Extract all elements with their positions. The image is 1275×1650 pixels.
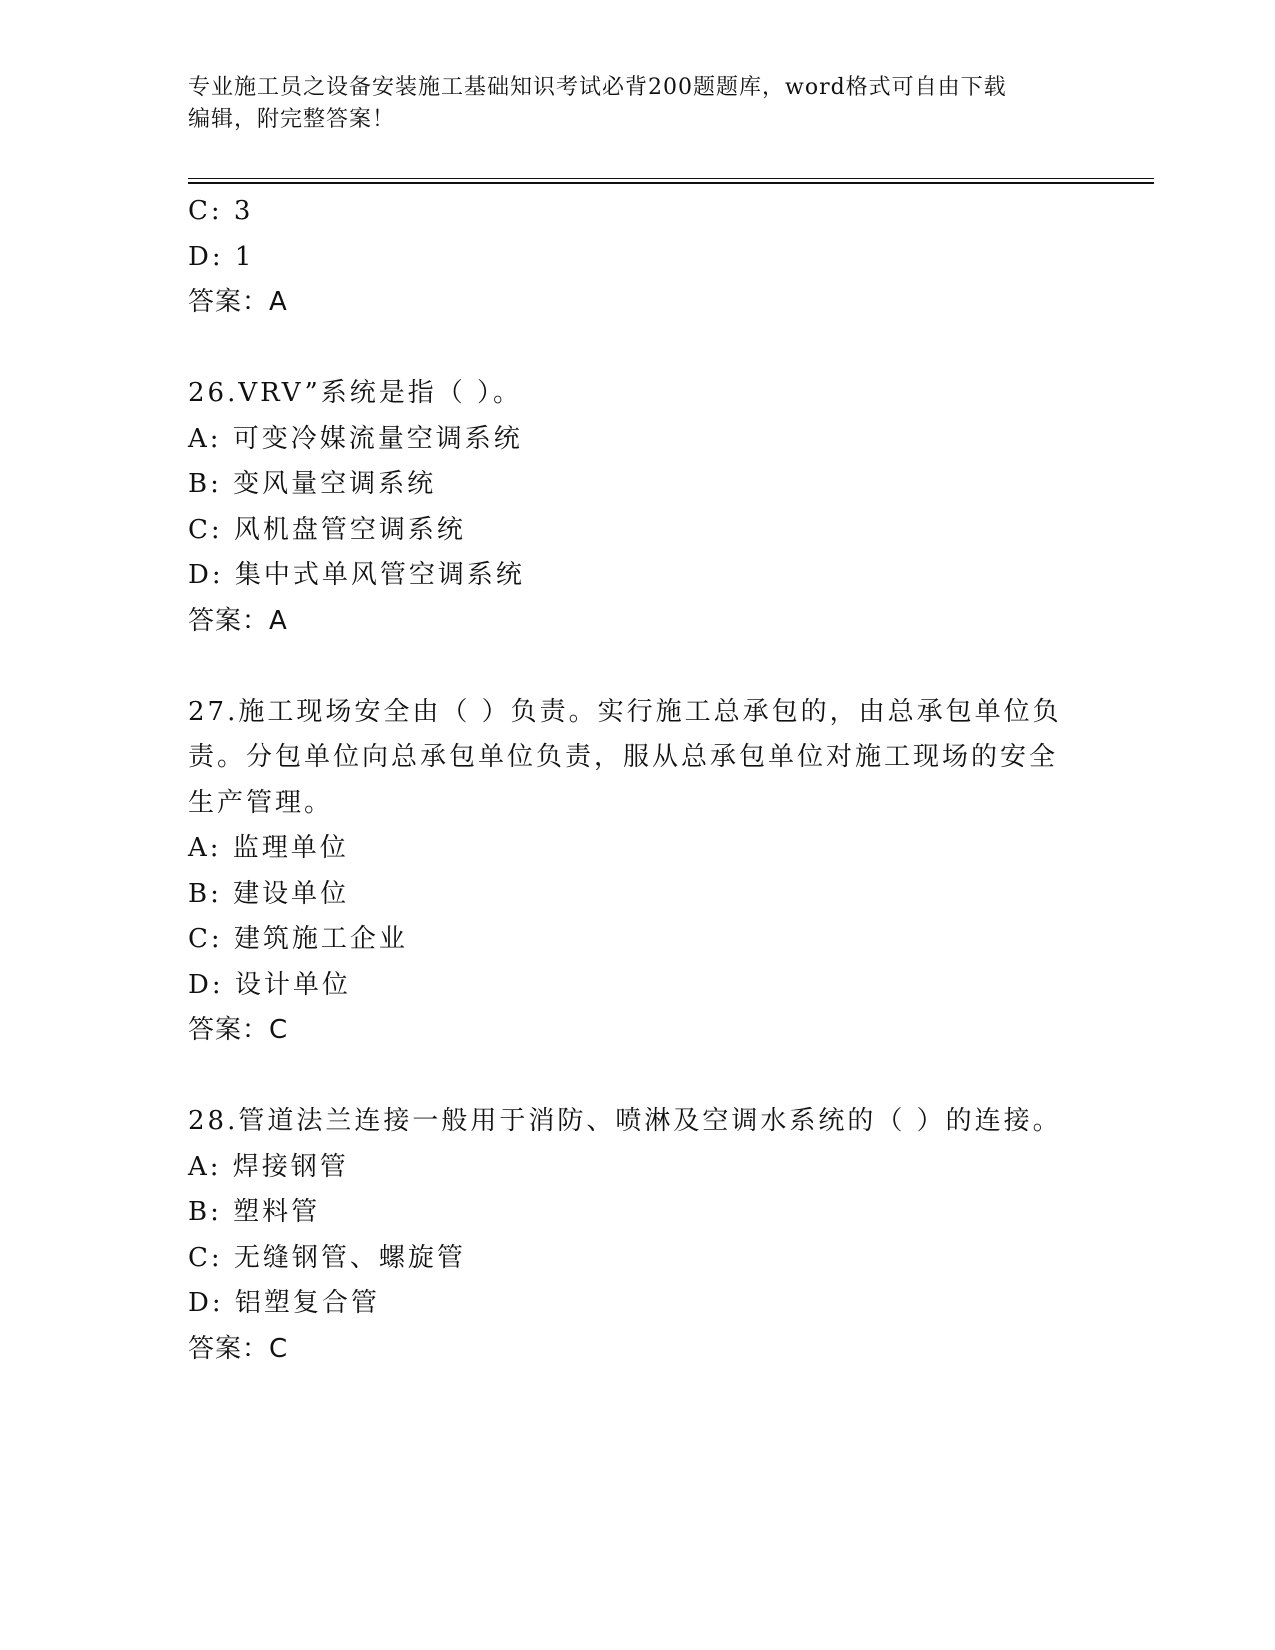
- question-text-line-1: 27.施工现场安全由（ ）负责。实行施工总承包的，由总承包单位负: [188, 696, 1062, 727]
- option-b: B: 变风量空调系统: [188, 469, 437, 499]
- option-d: D: 设计单位: [188, 969, 351, 1000]
- option-b: B: 建设单位: [188, 878, 350, 909]
- option-b: B: 塑料管: [188, 1197, 321, 1227]
- option-a: A: 可变冷媒流量空调系统: [188, 423, 523, 454]
- question-list: [188, 189, 1068, 1372]
- option-c: C: 建筑施工企业: [188, 924, 408, 954]
- document-header: [188, 72, 1088, 136]
- header-divider-thin: [188, 178, 1154, 179]
- header-divider-thick: [188, 182, 1154, 184]
- option-d: D: 1: [188, 241, 255, 272]
- question-28: [188, 1099, 1068, 1372]
- question-gap: [188, 644, 1068, 690]
- option-c: C: 风机盘管空调系统: [188, 514, 466, 545]
- question-27: [188, 690, 1068, 1054]
- option-c: C: 3: [188, 196, 254, 226]
- option-a: A: 监理单位: [188, 833, 349, 863]
- question-26: [188, 371, 1068, 644]
- answer-line: 答案：A: [188, 287, 288, 317]
- header-title-line-2: 编辑，附完整答案！: [188, 107, 396, 132]
- header-title-line-1: 专业施工员之设备安装施工基础知识考试必背200题题库，word格式可自由下载: [188, 75, 1007, 100]
- question-text: 26.VRV”系统是指（ ）。: [188, 378, 523, 408]
- answer-line: 答案：C: [188, 1333, 289, 1364]
- question-text-line-3: 生产管理。: [188, 787, 334, 818]
- option-a: A: 焊接钢管: [188, 1151, 349, 1182]
- previous-question-tail: [188, 189, 1068, 326]
- option-c: C: 无缝钢管、螺旋管: [188, 1242, 466, 1273]
- answer-line: 答案：C: [188, 1015, 289, 1045]
- option-d: D: 集中式单风管空调系统: [188, 560, 525, 590]
- option-d: D: 铝塑复合管: [188, 1288, 380, 1318]
- question-gap: [188, 326, 1068, 372]
- answer-line: 答案：A: [188, 605, 288, 636]
- question-gap: [188, 1054, 1068, 1100]
- question-text: 28.管道法兰连接一般用于消防、喷淋及空调水系统的（ ）的连接。: [188, 1106, 1062, 1136]
- question-text-line-2: 责。分包单位向总承包单位负责，服从总承包单位对施工现场的安全: [188, 742, 1059, 772]
